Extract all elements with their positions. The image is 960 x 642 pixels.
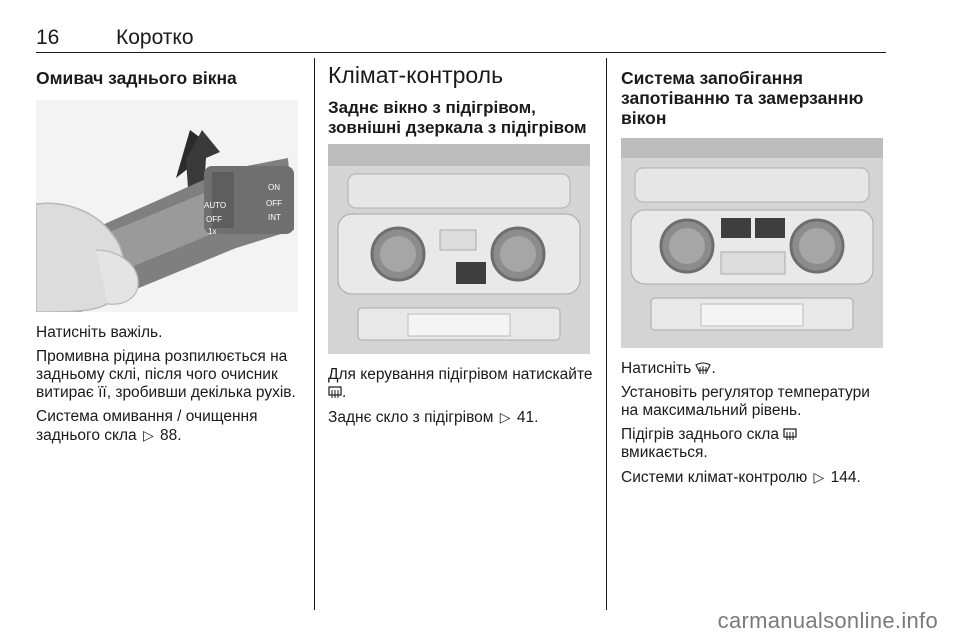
rear-defrost-button — [456, 262, 486, 284]
climate-panel-figure — [328, 144, 590, 354]
rear-window-defrost-icon — [783, 428, 797, 441]
left-text — [36, 324, 304, 445]
column-divider — [314, 58, 315, 610]
stalk-label-auto: AUTO — [204, 201, 227, 210]
stalk-label-on: ON — [268, 183, 280, 192]
paragraph: Промивна рідина розпилюється на задньому склі, після чого очисник витирає її, зробивши декілька рухів. — [36, 348, 296, 401]
page-header-title: Коротко — [116, 26, 194, 49]
paragraph: Підігрів заднього скла вмикається. — [621, 426, 885, 462]
section-heading-defog: Система запобігання запотіванню та замерзанню вікон — [621, 68, 864, 128]
left-column — [36, 60, 304, 451]
cross-reference — [36, 408, 304, 445]
middle-text — [328, 366, 594, 427]
watermark: carmanualsonline.info — [717, 608, 938, 633]
column-divider — [606, 58, 607, 610]
cross-reference: Системи клімат-контролю ▷ 144. — [621, 469, 861, 486]
right-column — [621, 60, 885, 493]
paragraph: Установіть регулятор температури на максимальний рівень. — [621, 384, 870, 419]
section-heading-climate: Клімат-контроль — [328, 62, 504, 88]
section-heading-rear-washer: Омивач заднього вікна — [36, 68, 237, 88]
stalk-label-1x: 1x — [208, 227, 217, 236]
middle-column — [328, 60, 594, 433]
page-number: 16 — [36, 26, 60, 49]
triangle-right-arrow-icon: ▷ — [813, 469, 825, 485]
right-text — [621, 360, 885, 487]
header-rule — [36, 52, 886, 53]
rear-window-defrost-icon — [328, 386, 342, 399]
paragraph: Натисніть важіль. — [36, 324, 163, 341]
reference-page[interactable]: 88. — [160, 427, 182, 444]
paragraph: Для керування підігрівом натискайте . — [328, 366, 593, 401]
defog-panel-figure — [621, 138, 883, 348]
stalk-label-int: INT — [268, 213, 281, 222]
triangle-right-arrow-icon: ▷ — [499, 409, 511, 425]
stalk-label-off: OFF — [266, 199, 282, 208]
reference-text: Система омивання / очищення заднього скла — [36, 408, 258, 444]
cross-reference: Заднє скло з підігрівом ▷ 41. — [328, 409, 539, 426]
paragraph: Натисніть . — [621, 360, 716, 377]
windscreen-defrost-button — [721, 218, 751, 238]
wiper-stalk-figure — [36, 100, 298, 312]
stalk-label-off-2: OFF — [206, 215, 222, 224]
subheading-heated-rear: Заднє вікно з підігрівом, зовнішні дзеркала з підігрівом — [328, 98, 587, 137]
windscreen-defrost-icon — [695, 362, 711, 375]
triangle-right-arrow-icon: ▷ — [142, 427, 154, 443]
